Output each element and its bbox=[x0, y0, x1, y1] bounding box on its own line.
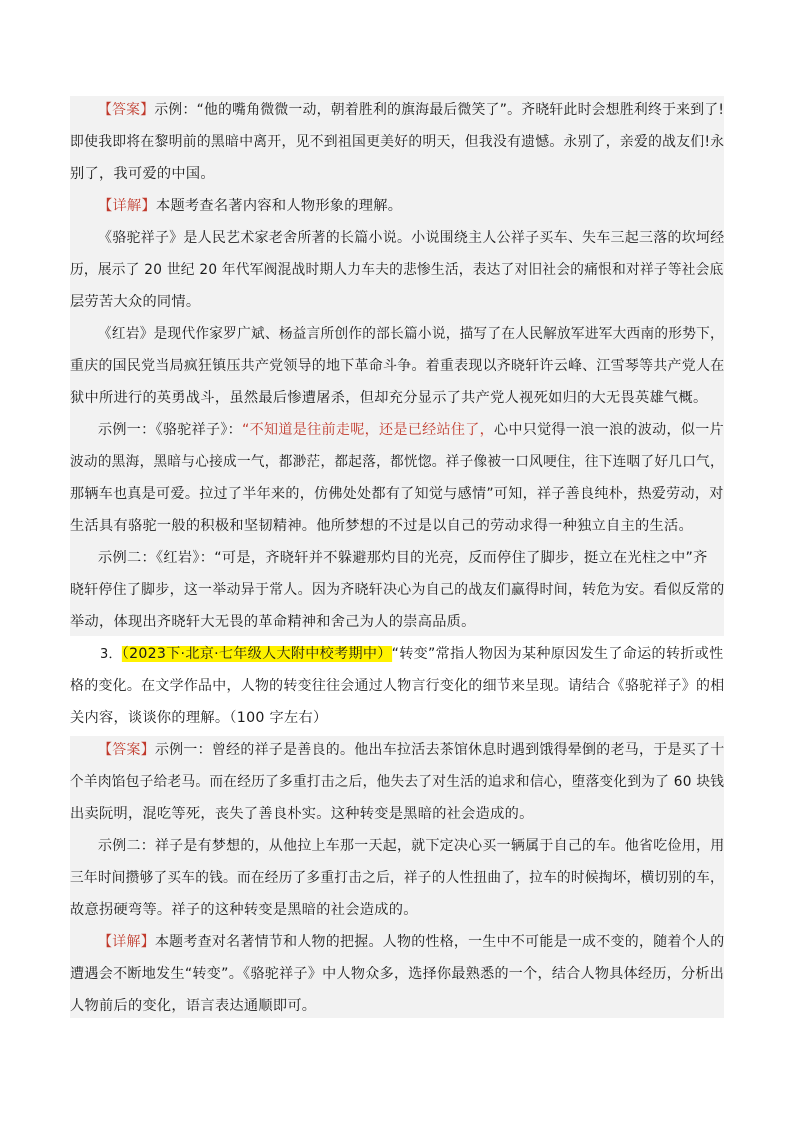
detail-line: 【详解】本题考查对名著情节和人物的把握。人物的性格，一生中不可能是一成不变的，随着个人的 bbox=[98, 934, 725, 950]
answer-line: 出卖阮明，混吃等死，丧失了善良朴实。这种转变是黑暗的社会造成的。 bbox=[70, 806, 534, 822]
question-source: （2023下·北京·七年级人大附中校考期中） bbox=[121, 646, 392, 662]
quoted-text: “不知道是往前走呢，还是已经站住了， bbox=[242, 422, 494, 438]
example-line: 晓轩停住了脚步，这一举动异于常人。因为齐晓轩决心为自己的战友们赢得时间，转危为安。看似反常的 bbox=[70, 582, 725, 598]
answer-line: 故意拐硬弯等。祥子的这种转变是黑暗的社会造成的。 bbox=[70, 902, 418, 918]
answer-tag: 【答案】 bbox=[98, 102, 155, 118]
example-line: 波动的黑海，黑暗与心接成一气，都渺茫，都起落，都恍惚。祥子像被一口风哽住，往下连咽了好几口气， bbox=[70, 454, 724, 470]
detail-tag: 【详解】 bbox=[98, 934, 155, 950]
example-line: 那辆车也真是可爱。拉过了半年来的，仿佛处处都有了知觉与感情”可知，祥子善良纯朴，热爱劳动，对 bbox=[70, 486, 724, 502]
question-line: 关内容，谈谈你的理解。（100 字左右） bbox=[70, 710, 328, 726]
question-line: 格的变化。在文学作品中，人物的转变往往会通过人物言行变化的细节来呈现。请结合《骆驼祥子》的相 bbox=[70, 678, 725, 694]
answer-line: 个羊肉馅包子给老马。而在经历了多重打击之后，他失去了对生活的追求和信心，堕落变化到为了 60 块钱 bbox=[70, 774, 725, 790]
example-line: 示例二：《红岩》：“可是，齐晓轩并不躲避那灼目的光亮，反而停住了脚步，挺立在光柱之中”齐 bbox=[98, 550, 708, 566]
detail-line: 【详解】本题考查名著内容和人物形象的理解。 bbox=[98, 198, 403, 214]
detail-tag: 【详解】 bbox=[98, 198, 156, 214]
paragraph-line: 历，展示了 20 世纪 20 年代军阀混战时期人力车夫的悲惨生活，表达了对旧社会的痛恨和对祥子等社会底 bbox=[70, 262, 724, 278]
paragraph-line: 《骆驼祥子》是人民艺术家老舍所著的长篇小说。小说围绕主人公祥子买车、失车三起三落的坎坷经 bbox=[98, 230, 725, 246]
paragraph-line: 层劳苦大众的同情。 bbox=[70, 294, 201, 310]
detail-line: 遭遇会不断地发生“转变”。《骆驼祥子》中人物众多，选择你最熟悉的一个，结合人物具体经历，分析出 bbox=[70, 966, 725, 982]
answer-block-1 bbox=[70, 96, 724, 636]
paragraph-line: 狱中所进行的英勇战斗，虽然最后惨遭屠杀，但却充分显示了共产党人视死如归的大无畏英雄气概。 bbox=[70, 390, 708, 406]
answer-line: 【答案】示例一：曾经的祥子是善良的。他出车拉活去茶馆休息时遇到饿得晕倒的老马，于是买了十 bbox=[98, 742, 725, 758]
answer-tag: 【答案】 bbox=[98, 742, 155, 758]
example-line: 举动，体现出齐晓轩大无畏的革命精神和舍己为人的崇高品质。 bbox=[70, 614, 476, 630]
answer-line: 即使我即将在黎明前的黑暗中离开，见不到祖国更美好的明天，但我没有遗憾。永别了，亲爱的战友们!永 bbox=[70, 134, 725, 150]
example-line: 生活具有骆驼一般的积极和坚韧精神。他所梦想的不过是以自己的劳动求得一种独立自主的生活。 bbox=[70, 518, 693, 534]
answer-line: 示例二：祥子是有梦想的，从他拉上车那一天起，就下定决心买一辆属于自己的车。他省吃俭用，用 bbox=[98, 838, 725, 854]
question-line: 3．（2023下·北京·七年级人大附中校考期中）“转变”常指人物因为某种原因发生了命运的转折或性 bbox=[100, 646, 724, 662]
example-line: 示例一：《骆驼祥子》：“不知道是往前走呢，还是已经站住了，心中只觉得一浪一浪的波动，似一片 bbox=[98, 422, 724, 438]
answer-block-2 bbox=[70, 736, 724, 1018]
answer-line: 别了，我可爱的中国。 bbox=[70, 166, 215, 182]
paragraph-line: 重庆的国民党当局疯狂镇压共产党领导的地下革命斗争。着重表现以齐晓轩许云峰、江雪琴等共产党人在 bbox=[70, 358, 725, 374]
answer-line: 【答案】示例：“他的嘴角微微一动，朝着胜利的旗海最后微笑了”。齐晓轩此时会想胜利终于来到了! bbox=[98, 102, 725, 118]
paragraph-line: 《红岩》是现代作家罗广斌、杨益言所创作的部长篇小说，描写了在人民解放军进军大西南的形势下， bbox=[98, 326, 724, 342]
detail-line: 人物前后的变化，语言表达通顺即可。 bbox=[70, 998, 317, 1014]
question-3 bbox=[70, 640, 724, 732]
question-number: 3． bbox=[100, 647, 122, 662]
answer-line: 三年时间攒够了买车的钱。而在经历了多重打击之后，祥子的人性扭曲了，拉车的时候掏坏，横切别的车， bbox=[70, 870, 724, 886]
